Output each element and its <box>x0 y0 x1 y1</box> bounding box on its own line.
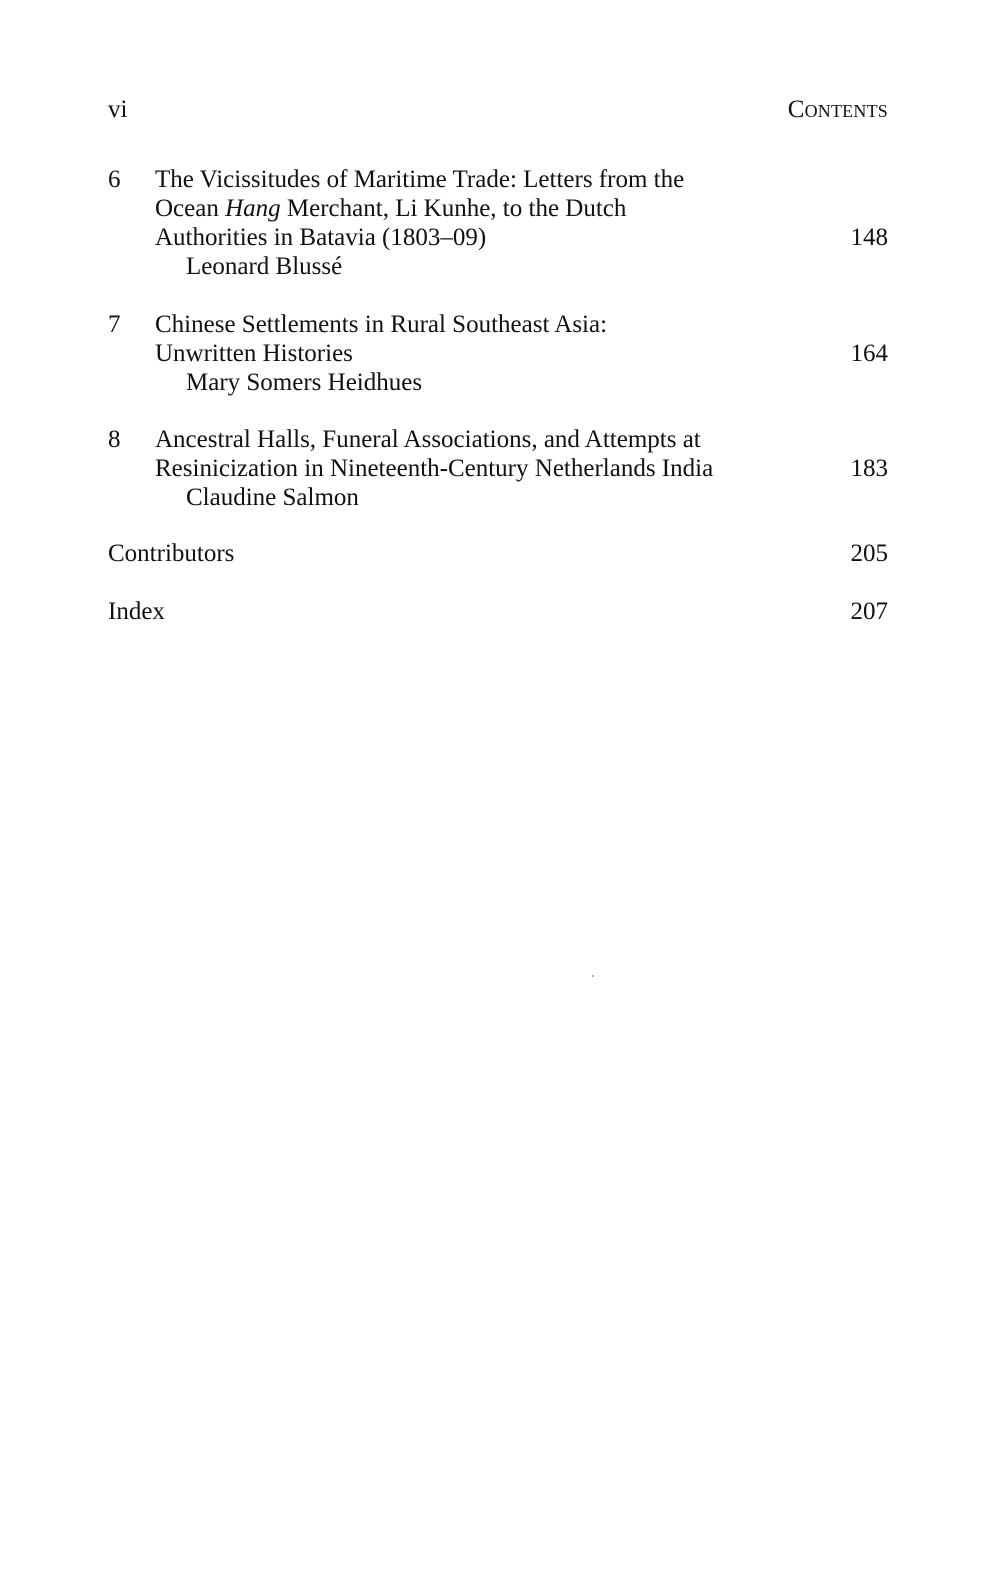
page-number: 148 <box>850 224 888 251</box>
chapter-number: 8 <box>108 426 121 453</box>
chapter-title-line: Unwritten Histories <box>155 340 353 367</box>
chapter-number: 6 <box>108 166 121 193</box>
chapter-author: Claudine Salmon <box>186 484 359 511</box>
title-text: Ocean <box>155 195 226 222</box>
toc-entry-chapter-6 <box>108 165 888 281</box>
page-folio: vi <box>108 96 128 123</box>
entry-label: Index <box>108 598 165 625</box>
page-number: 183 <box>850 455 888 482</box>
toc-entry-contributors <box>108 539 888 569</box>
toc-entry-chapter-7 <box>108 310 888 398</box>
chapter-title-line: The Vicissitudes of Maritime Trade: Letters from the <box>155 166 685 193</box>
chapter-title-line: Resinicization in Nineteenth-Century Netherlands India <box>155 455 714 482</box>
title-text: Merchant, Li Kunhe, to the Dutch <box>280 195 627 222</box>
title-italic-term: Hang <box>225 195 281 222</box>
page-number: 164 <box>850 340 888 367</box>
toc-entry-index <box>108 597 888 627</box>
chapter-title-line: Ancestral Halls, Funeral Associations, and Attempts at <box>155 426 701 453</box>
chapter-title-line: Chinese Settlements in Rural Southeast Asia: <box>155 311 608 338</box>
running-head <box>108 96 888 126</box>
chapter-author: Mary Somers Heidhues <box>186 369 423 396</box>
chapter-title <box>155 310 768 397</box>
chapter-title <box>155 165 768 281</box>
page-number: 207 <box>850 598 888 625</box>
chapter-title-line: Authorities in Batavia (1803–09) <box>155 224 487 251</box>
scan-speck <box>592 975 594 977</box>
toc-entry-chapter-8 <box>108 425 888 513</box>
chapter-title-line <box>155 194 768 223</box>
running-head-title: Contents <box>787 96 888 123</box>
entry-label: Contributors <box>108 540 235 567</box>
chapter-number: 7 <box>108 311 121 338</box>
page-number: 205 <box>850 540 888 567</box>
chapter-author: Leonard Blussé <box>186 253 343 280</box>
chapter-title <box>155 425 768 512</box>
